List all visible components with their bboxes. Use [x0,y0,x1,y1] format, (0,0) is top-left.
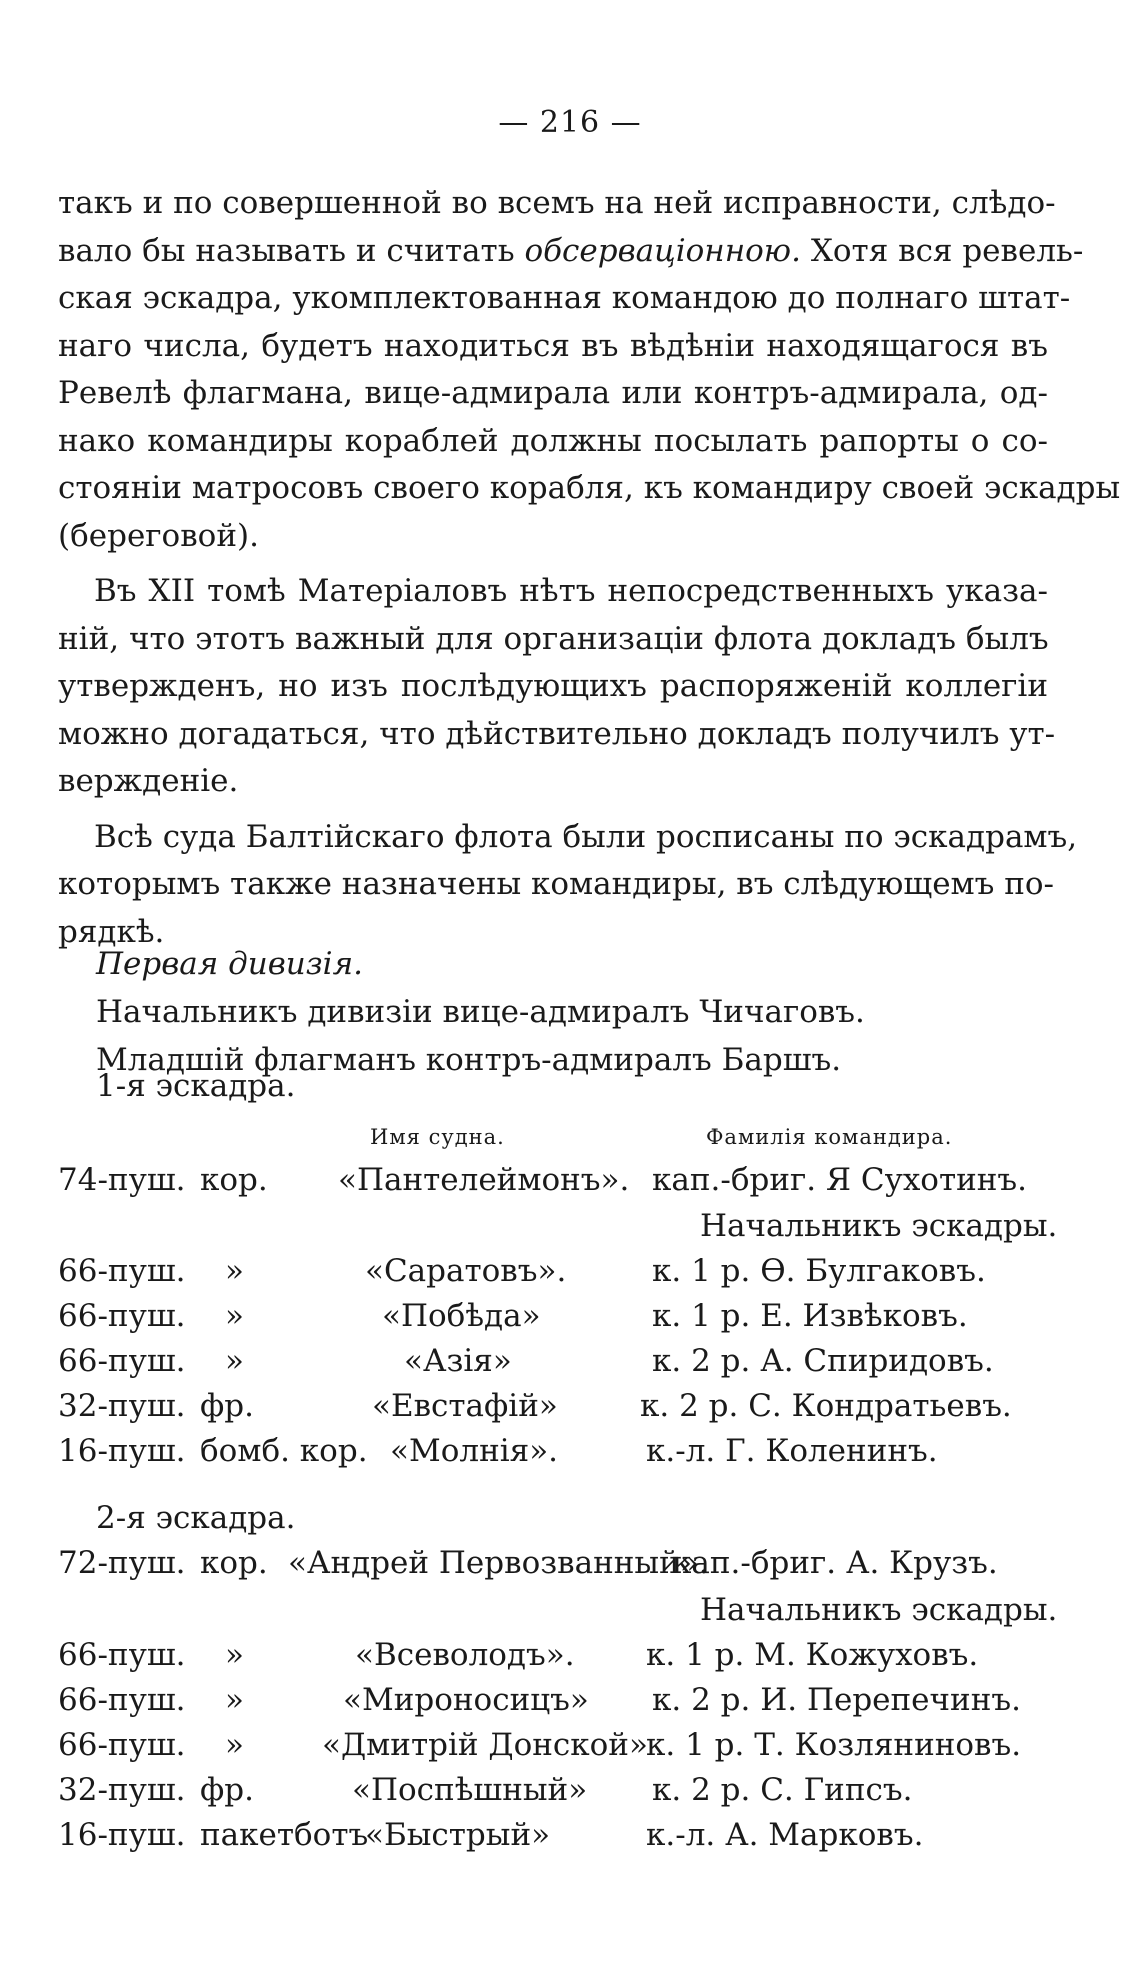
ship-guns: 32-пуш. [58,1772,186,1808]
ship-commander: к. 1 р. Е. Извѣковъ. [652,1298,968,1334]
text-line: рядкѣ. [58,913,165,950]
text-fragment: Хотя вся ревель- [800,232,1084,269]
table-row [0,1545,1140,1589]
division-junior-flagman: Младшій флагманъ контръ-адмиралъ Баршъ. [96,1042,842,1078]
text-line: такъ и по совершенной во всемъ на ней исправности, слѣдо- [58,185,1056,221]
ship-commander: кап.-бриг. А. Крузъ. [672,1545,998,1581]
ship-commander: к. 1 р. Т. Козляниновъ. [646,1727,1022,1763]
ship-type: » [225,1637,244,1673]
text-line: стояніи матросовъ своего корабля, къ командиру своей эскадры [58,470,1121,506]
ship-guns: 66-пуш. [58,1727,186,1763]
text-line: Въ XII томѣ Матеріаловъ нѣтъ непосредственныхъ указа- [94,573,1048,609]
table-row [0,1637,1140,1681]
ship-type: » [225,1727,244,1763]
text-line: (береговой). [58,517,259,554]
ship-type: фр. [200,1772,254,1808]
table-row [0,1298,1140,1342]
table-row [0,1343,1140,1387]
ship-name: «Молнія». [390,1433,559,1469]
header-ship-name: Имя судна. [370,1125,505,1149]
paragraph-1 [58,180,1121,560]
ship-name: «Поспѣшный» [352,1772,588,1808]
ship-guns: 66-пуш. [58,1637,186,1673]
text-line: ская эскадра, укомплектованная командою до полнаго штат- [58,280,1071,316]
text-line: ній, что этотъ важный для организаціи флота докладъ былъ [58,620,1049,657]
ship-type: кор. [200,1545,268,1581]
ship-guns: 66-пуш. [58,1298,186,1334]
ship-name: «Андрей Первозванный». [288,1545,709,1581]
ship-type: » [225,1298,244,1334]
table-row [0,1388,1140,1432]
text-line: утвержденъ, но изъ послѣдующихъ распоряженій коллегіи [58,668,1048,704]
text-line: вержденіе. [58,763,239,799]
note-text: Начальникъ эскадры. [700,1592,1058,1628]
text-line: Ревелѣ флагмана, вице-адмирала или контръ-адмирала, од- [58,375,1048,411]
division-header [96,940,1046,1084]
header-commander: Фамилія командира. [706,1125,953,1149]
ship-type: бомб. кор. [200,1433,368,1469]
ship-name: «Быстрый» [365,1817,551,1853]
text-line: которымъ также назначены командиры, въ слѣдующемъ по- [58,866,1055,902]
text-fragment: вало бы называть и считать [58,232,525,269]
ship-guns: 32-пуш. [58,1388,186,1424]
ship-type: кор. [200,1162,268,1198]
table-row [0,1253,1140,1297]
ship-name: «Азія» [404,1343,512,1379]
ship-name: «Дмитрій Донской» [322,1727,648,1763]
ship-commander: к. 1 р. Ѳ. Булгаковъ. [652,1253,986,1289]
ship-type: пакетботъ [200,1817,369,1853]
paragraph-2 [58,568,1056,806]
ship-guns: 66-пуш. [58,1253,186,1289]
division-chief: Начальникъ дивизіи вице-адмиралъ Чичаговъ. [96,994,865,1030]
ship-name: «Всеволодъ». [355,1637,575,1673]
ship-name: «Евстафій» [372,1388,558,1424]
ship-guns: 74-пуш. [58,1162,186,1198]
ship-commander: к. 2 р. А. Спиридовъ. [652,1343,994,1379]
table-row [0,1682,1140,1726]
ship-type: » [225,1253,244,1289]
ship-type: » [225,1682,244,1718]
text-line: Всѣ суда Балтійскаго флота были росписаны по эскадрамъ, [94,818,1078,855]
squadron-1-title: 1-я эскадра. [96,1068,296,1104]
page-number: — 216 — [498,105,642,140]
italic-term: обсерваціонною. [524,232,801,269]
table-row [0,1162,1140,1206]
table-row [0,1772,1140,1816]
ship-type: » [225,1343,244,1379]
ship-guns: 66-пуш. [58,1682,186,1718]
ship-guns: 72-пуш. [58,1545,186,1581]
ship-commander: кап.-бриг. Я Сухотинъ. [652,1162,1028,1198]
text-line: можно догадаться, что дѣйствительно докладъ получилъ ут- [58,715,1056,752]
ship-name: «Саратовъ». [365,1253,567,1289]
paragraph-3 [58,814,1078,957]
text-line: нако командиры кораблей должны посылать рапорты о со- [58,422,1048,459]
ship-commander: к. 1 р. М. Кожуховъ. [646,1637,979,1673]
squadron-2-title: 2-я эскадра. [96,1500,296,1536]
table-row [0,1727,1140,1771]
ship-name: «Побѣда» [382,1298,541,1334]
text-line [58,228,1084,276]
table-row [0,1817,1140,1861]
ship-guns: 66-пуш. [58,1343,186,1379]
ship-commander: к. 2 р. И. Перепечинъ. [652,1682,1021,1718]
body-text [58,180,1121,956]
ship-commander: к.-л. А. Марковъ. [646,1817,924,1853]
note-text: Начальникъ эскадры. [700,1208,1058,1244]
ship-name: «Мироносицъ» [343,1682,589,1718]
ship-commander: к. 2 р. С. Гипсъ. [652,1772,913,1808]
division-title: Первая дивизія. [96,946,363,982]
ship-commander: к.-л. Г. Коленинъ. [646,1433,938,1469]
ship-name: «Пантелеймонъ». [338,1162,630,1198]
ship-guns: 16-пуш. [58,1817,186,1853]
ship-guns: 16-пуш. [58,1433,186,1469]
ship-type: фр. [200,1388,254,1424]
text-line: наго числа, будетъ находиться въ вѣдѣніи находящагося въ [58,327,1048,364]
table-row [0,1433,1140,1477]
ship-commander: к. 2 р. С. Кондратьевъ. [640,1388,1012,1424]
